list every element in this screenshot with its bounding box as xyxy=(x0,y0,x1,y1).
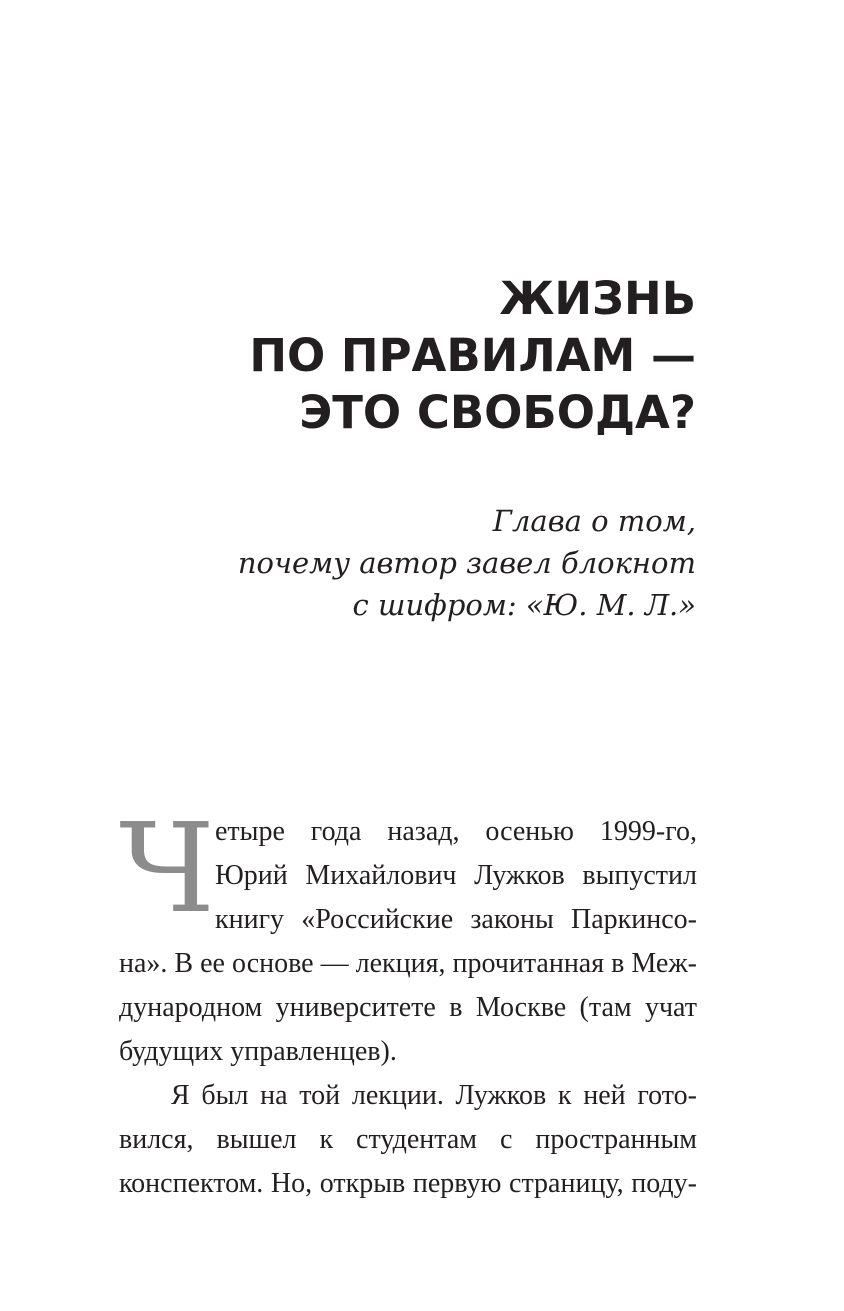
chapter-subtitle-line: почему автор завел блокнот xyxy=(237,546,696,580)
text-line: етыре года назад, осенью 1999-го, xyxy=(215,816,697,847)
chapter-title-line: ЖИЗНЬ xyxy=(499,272,696,325)
chapter-title xyxy=(136,270,696,441)
chapter-subtitle-line: Глава о том, xyxy=(492,504,696,538)
text-line: дународном университете в Москве (там учат xyxy=(119,992,697,1023)
paragraph-1 xyxy=(119,797,697,1074)
chapter-subtitle-line: с шифром: «Ю. М. Л.» xyxy=(352,588,696,622)
chapter-subtitle xyxy=(136,500,696,626)
text-line: конспектом. Но, открыв первую страницу, поду- xyxy=(119,1168,697,1199)
text-line: будущих управленцев). xyxy=(119,1036,397,1067)
paragraph-2 xyxy=(119,1074,697,1206)
text-line: вился, вышел к студентам с пространным xyxy=(119,1124,697,1155)
drop-cap: Ч xyxy=(119,797,215,941)
text-line: Я был на той лекции. Лужков к ней гото- xyxy=(171,1080,697,1111)
text-line: на». В ее основе — лекция, прочитанная в Меж- xyxy=(119,948,697,979)
text-line: книгу «Российские законы Паркинсо- xyxy=(215,904,697,935)
body-text xyxy=(119,797,697,1206)
chapter-title-line: ПО ПРАВИЛАМ — xyxy=(249,329,696,382)
text-line: Юрий Михайлович Лужков выпустил xyxy=(215,860,697,891)
chapter-title-line: ЭТО СВОБОДА? xyxy=(299,386,696,439)
